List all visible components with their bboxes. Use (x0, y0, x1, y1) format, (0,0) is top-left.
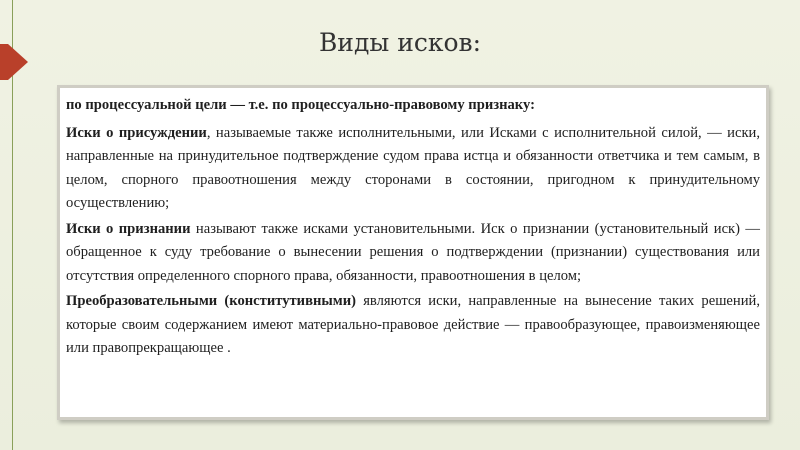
paragraph-priznanie (66, 218, 760, 289)
term-prisuzhdenie: Иски о присуждении (66, 124, 207, 141)
paragraph-prisuzhdenie (66, 122, 760, 216)
text-priznanie: называют также исками установительными. Иск о признании (установительный иск) — обращенное к суду требование о вынесении решения о подтверждении (признании) существования или отсутствия определенного спорного права, обязанности, правоотношения в целом; (66, 220, 761, 284)
term-priznanie: Иски о признании (66, 220, 191, 237)
paragraph-preobrazovatelnye (66, 290, 760, 361)
heading-text: по процессуальной цели — т.е. по процессуально-правовому признаку: (66, 97, 535, 113)
content-heading (66, 94, 760, 118)
content-box (57, 85, 769, 420)
term-preobrazovatelnye: Преобразовательными (конститутивными) (66, 293, 356, 309)
slide-title: Виды исков: (318, 28, 482, 57)
text-preobrazovatelnye: являются иски, направленные на вынесение таких решений, которые своим содержанием имеют материально-правовое действие — правообразующее, правоизменяющее или правопрекращающее . (66, 293, 760, 356)
text-prisuzhdenie: , называемые также исполнительными, или Исками с исполнительной силой, — иски, направленные на принудительное подтверждение судом права истца и обязанности ответчика и тем самым, в целом, спорного правоотношения между сторонами в состоянии, пригодном к принудительному осуществлению; (66, 124, 760, 211)
